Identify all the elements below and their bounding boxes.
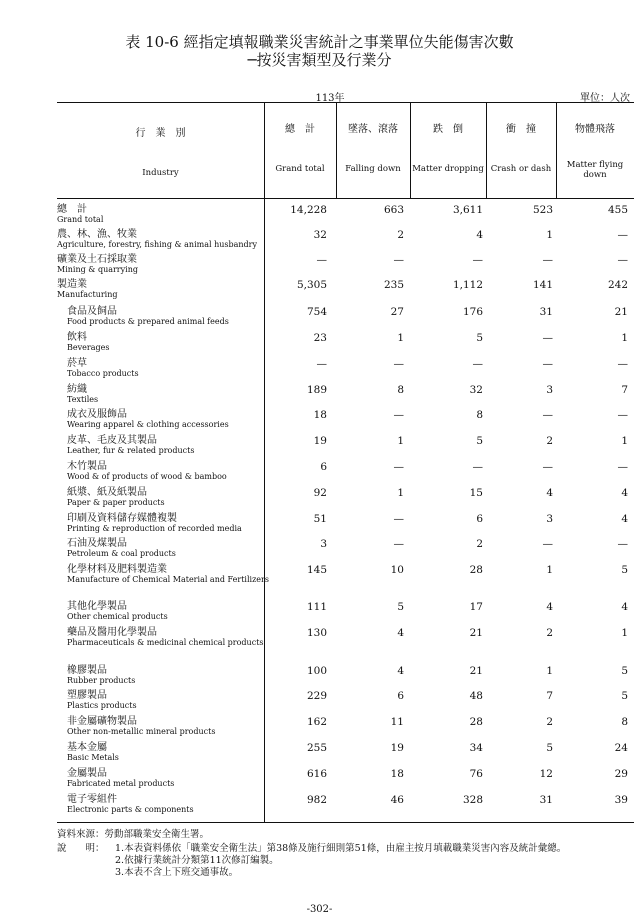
cell-dropping: 34 [469,742,483,754]
cell-crash: 1 [546,229,553,241]
cell-crash: 7 [546,690,553,702]
cell-total: — [316,254,327,266]
cell-total: 189 [306,384,327,396]
cell-dropping: 4 [476,229,483,241]
cell-flying: 1 [621,435,628,447]
row-label-zh: 製造業 [57,279,87,290]
row-label-zh: 基本金屬 [67,742,107,753]
cell-total: 130 [306,627,327,639]
cell-dropping: — [472,358,483,370]
cell-total: 3 [320,538,327,550]
row-label-en: Electronic parts & components [67,805,194,814]
row-label-zh: 橡膠製品 [67,665,107,676]
cell-dropping: 28 [469,564,483,576]
cell-flying: 39 [614,794,628,806]
header-flying-zh: 物體飛落 [575,124,615,135]
table-title: 表 10-6 經指定填報職業災害統計之事業單位失能傷害次數 [125,33,514,51]
cell-dropping: 328 [462,794,483,806]
cell-falling: 6 [397,690,404,702]
cell-total: 32 [313,229,327,241]
cell-flying: 24 [614,742,628,754]
header-falling-en: Falling down [345,164,401,174]
row-label-zh: 木竹製品 [67,461,107,472]
cell-dropping: 5 [476,332,483,344]
cell-total: 19 [313,435,327,447]
row-label-zh: 金屬製品 [67,768,107,779]
table-subtitle: ─按災害類型及行業分 [247,51,392,69]
row-label-zh: 礦業及土石採取業 [57,254,137,265]
cell-total: 982 [306,794,327,806]
cell-crash: — [542,358,553,370]
row-label-zh: 化學材料及肥料製造業 [67,564,167,575]
cell-falling: — [393,358,404,370]
cell-falling: 46 [390,794,404,806]
cell-flying: 7 [621,384,628,396]
cell-flying: 5 [621,690,628,702]
cell-crash: 31 [539,794,553,806]
row-label-en: Manufacturing [57,290,118,299]
row-label-en: Rubber products [67,676,136,685]
cell-flying: — [617,229,628,241]
row-label-en: Pharmaceuticals & medicinal chemical products [67,638,264,647]
row-label-en: Printing & reproduction of recorded media [67,524,242,533]
cell-total: 255 [306,742,327,754]
cell-falling: 4 [397,665,404,677]
row-label-en: Petroleum & coal products [67,549,176,558]
header-industry-zh: 行 業 別 [135,128,186,139]
cell-total: 100 [306,665,327,677]
cell-flying: 1 [621,332,628,344]
row-label-en: Wood & of products of wood & bamboo [67,472,227,481]
cell-flying: — [617,254,628,266]
row-label-zh: 成衣及服飾品 [67,409,127,420]
header-total-en: Grand total [275,164,325,174]
row-label-zh: 藥品及醫用化學製品 [67,627,157,638]
row-label-en: Wearing apparel & clothing accessories [67,420,229,429]
cell-total: 5,305 [296,279,327,291]
cell-dropping: 1,112 [452,279,483,291]
cell-flying: 5 [621,564,628,576]
cell-flying: 1 [621,627,628,639]
cell-crash: 3 [546,513,553,525]
cell-flying: — [617,461,628,473]
row-label-en: Other chemical products [67,612,168,621]
cell-crash: 4 [546,487,553,499]
cell-flying: 455 [607,204,628,216]
cell-crash: 5 [546,742,553,754]
row-label-zh: 紡織 [67,384,87,395]
cell-dropping: 21 [469,627,483,639]
cell-flying: — [617,409,628,421]
header-industry-en: Industry [142,168,179,178]
row-label-zh: 飲料 [67,332,87,343]
cell-falling: — [393,538,404,550]
row-label-zh: 總 計 [57,204,87,215]
cell-flying: 4 [621,601,628,613]
cell-crash: 1 [546,564,553,576]
cell-crash: 4 [546,601,553,613]
note-3: 3.本表不含上下班交通事故。 [115,867,239,878]
cell-total: 111 [306,601,327,613]
cell-falling: 27 [390,306,404,318]
cell-dropping: 176 [462,306,483,318]
cell-dropping: 17 [469,601,483,613]
header-top-rule [57,102,634,103]
row-label-zh: 食品及飼品 [67,306,117,317]
cell-total: 92 [313,487,327,499]
row-label-en: Tobacco products [67,369,139,378]
row-label-en: Mining & quarrying [57,265,138,274]
cell-falling: 11 [390,716,404,728]
row-label-zh: 皮革、毛皮及其製品 [67,435,157,446]
cell-dropping: — [472,254,483,266]
cell-flying: 8 [621,716,628,728]
header-crash-zh: 衝 撞 [506,124,536,135]
cell-total: 51 [313,513,327,525]
row-label-zh: 石油及煤製品 [67,538,127,549]
cell-crash: — [542,254,553,266]
row-label-zh: 農、林、漁、牧業 [57,229,137,240]
row-label-en: Basic Metals [67,753,119,762]
cell-dropping: 6 [476,513,483,525]
header-crash-en: Crash or dash [490,164,552,174]
cell-crash: 3 [546,384,553,396]
cell-total: 616 [306,768,327,780]
cell-total: 145 [306,564,327,576]
row-label-en: Textiles [67,395,99,404]
cell-crash: — [542,409,553,421]
cell-total: 229 [306,690,327,702]
cell-crash: 2 [546,716,553,728]
header-dropping-en: Matter dropping [412,164,484,174]
row-label-en: Fabricated metal products [67,779,175,788]
header-falling-zh: 墜落、滾落 [348,124,398,135]
cell-falling: 1 [397,487,404,499]
cell-crash: — [542,461,553,473]
cell-flying: — [617,538,628,550]
divider [486,102,487,198]
cell-falling: 235 [383,279,404,291]
divider [556,102,557,198]
cell-dropping: 3,611 [452,204,483,216]
cell-dropping: — [472,461,483,473]
row-label-en: Leather, fur & related products [67,446,195,455]
cell-total: 754 [306,306,327,318]
header-bottom-rule [57,198,634,199]
cell-flying: 5 [621,665,628,677]
cell-falling: 10 [390,564,404,576]
cell-falling: 5 [397,601,404,613]
cell-crash: — [542,332,553,344]
cell-flying: — [617,358,628,370]
cell-crash: 31 [539,306,553,318]
row-label-en: Grand total [57,215,104,224]
cell-falling: — [393,461,404,473]
row-label-en: Food products & prepared animal feeds [67,317,229,326]
note-1: 1.本表資料係依「職業安全衛生法」第38條及施行細則第51條，由雇主按月填載職業災害內容及統計彙總。 [115,843,567,854]
cell-dropping: 32 [469,384,483,396]
cell-falling: — [393,254,404,266]
cell-flying: 4 [621,513,628,525]
cell-total: 14,228 [290,204,327,216]
row-label-en: Paper & paper products [67,498,165,507]
cell-crash: 523 [532,204,553,216]
row-label-en: Beverages [67,343,110,352]
divider [410,102,411,198]
cell-dropping: 48 [469,690,483,702]
cell-falling: 19 [390,742,404,754]
cell-crash: — [542,538,553,550]
cell-falling: — [393,513,404,525]
header-total-zh: 總 計 [285,124,315,135]
cell-total: 23 [313,332,327,344]
cell-dropping: 5 [476,435,483,447]
cell-crash: 1 [546,665,553,677]
row-label-zh: 非金屬礦物製品 [67,716,137,727]
note-label: 說 明： [57,843,105,854]
cell-crash: 2 [546,627,553,639]
cell-flying: 4 [621,487,628,499]
row-label-zh: 電子零組件 [67,794,117,805]
cell-total: 162 [306,716,327,728]
row-label-en: Other non-metallic mineral products [67,727,216,736]
cell-falling: 663 [383,204,404,216]
row-label-zh: 紙漿、紙及紙製品 [67,487,147,498]
unit-label: 單位：人次 [580,93,630,104]
cell-dropping: 76 [469,768,483,780]
cell-crash: 141 [532,279,553,291]
cell-falling: 1 [397,332,404,344]
divider [336,102,337,198]
cell-falling: 18 [390,768,404,780]
cell-dropping: 15 [469,487,483,499]
cell-dropping: 2 [476,538,483,550]
cell-flying: 29 [614,768,628,780]
row-label-en: Plastics products [67,701,137,710]
row-label-zh: 菸草 [67,358,87,369]
row-label-en: Manufacture of Chemical Material and Fertilizers [67,575,269,584]
cell-total: — [316,358,327,370]
cell-total: 6 [320,461,327,473]
year-label: 113年 [315,93,345,104]
header-flying-en: Matter flying down [566,160,624,180]
row-label-zh: 印刷及資料儲存媒體複製 [67,513,177,524]
row-label-zh: 塑膠製品 [67,690,107,701]
cell-flying: 242 [607,279,628,291]
cell-flying: 21 [614,306,628,318]
cell-dropping: 28 [469,716,483,728]
row-label-zh: 其他化學製品 [67,601,127,612]
row-label-en: Agriculture, forestry, fishing & animal husbandry [57,240,257,249]
cell-falling: 8 [397,384,404,396]
cell-falling: 4 [397,627,404,639]
cell-total: 18 [313,409,327,421]
source-note: 資料來源：勞動部職業安全衛生署。 [57,829,210,840]
cell-falling: 1 [397,435,404,447]
cell-dropping: 21 [469,665,483,677]
cell-dropping: 8 [476,409,483,421]
cell-crash: 2 [546,435,553,447]
cell-crash: 12 [539,768,553,780]
cell-falling: 2 [397,229,404,241]
page-number: -302- [306,904,333,915]
header-dropping-zh: 跌 倒 [433,124,463,135]
cell-falling: — [393,409,404,421]
note-2: 2.依據行業統計分類第11次修訂編製。 [115,855,279,866]
table-bottom-rule [57,822,634,823]
